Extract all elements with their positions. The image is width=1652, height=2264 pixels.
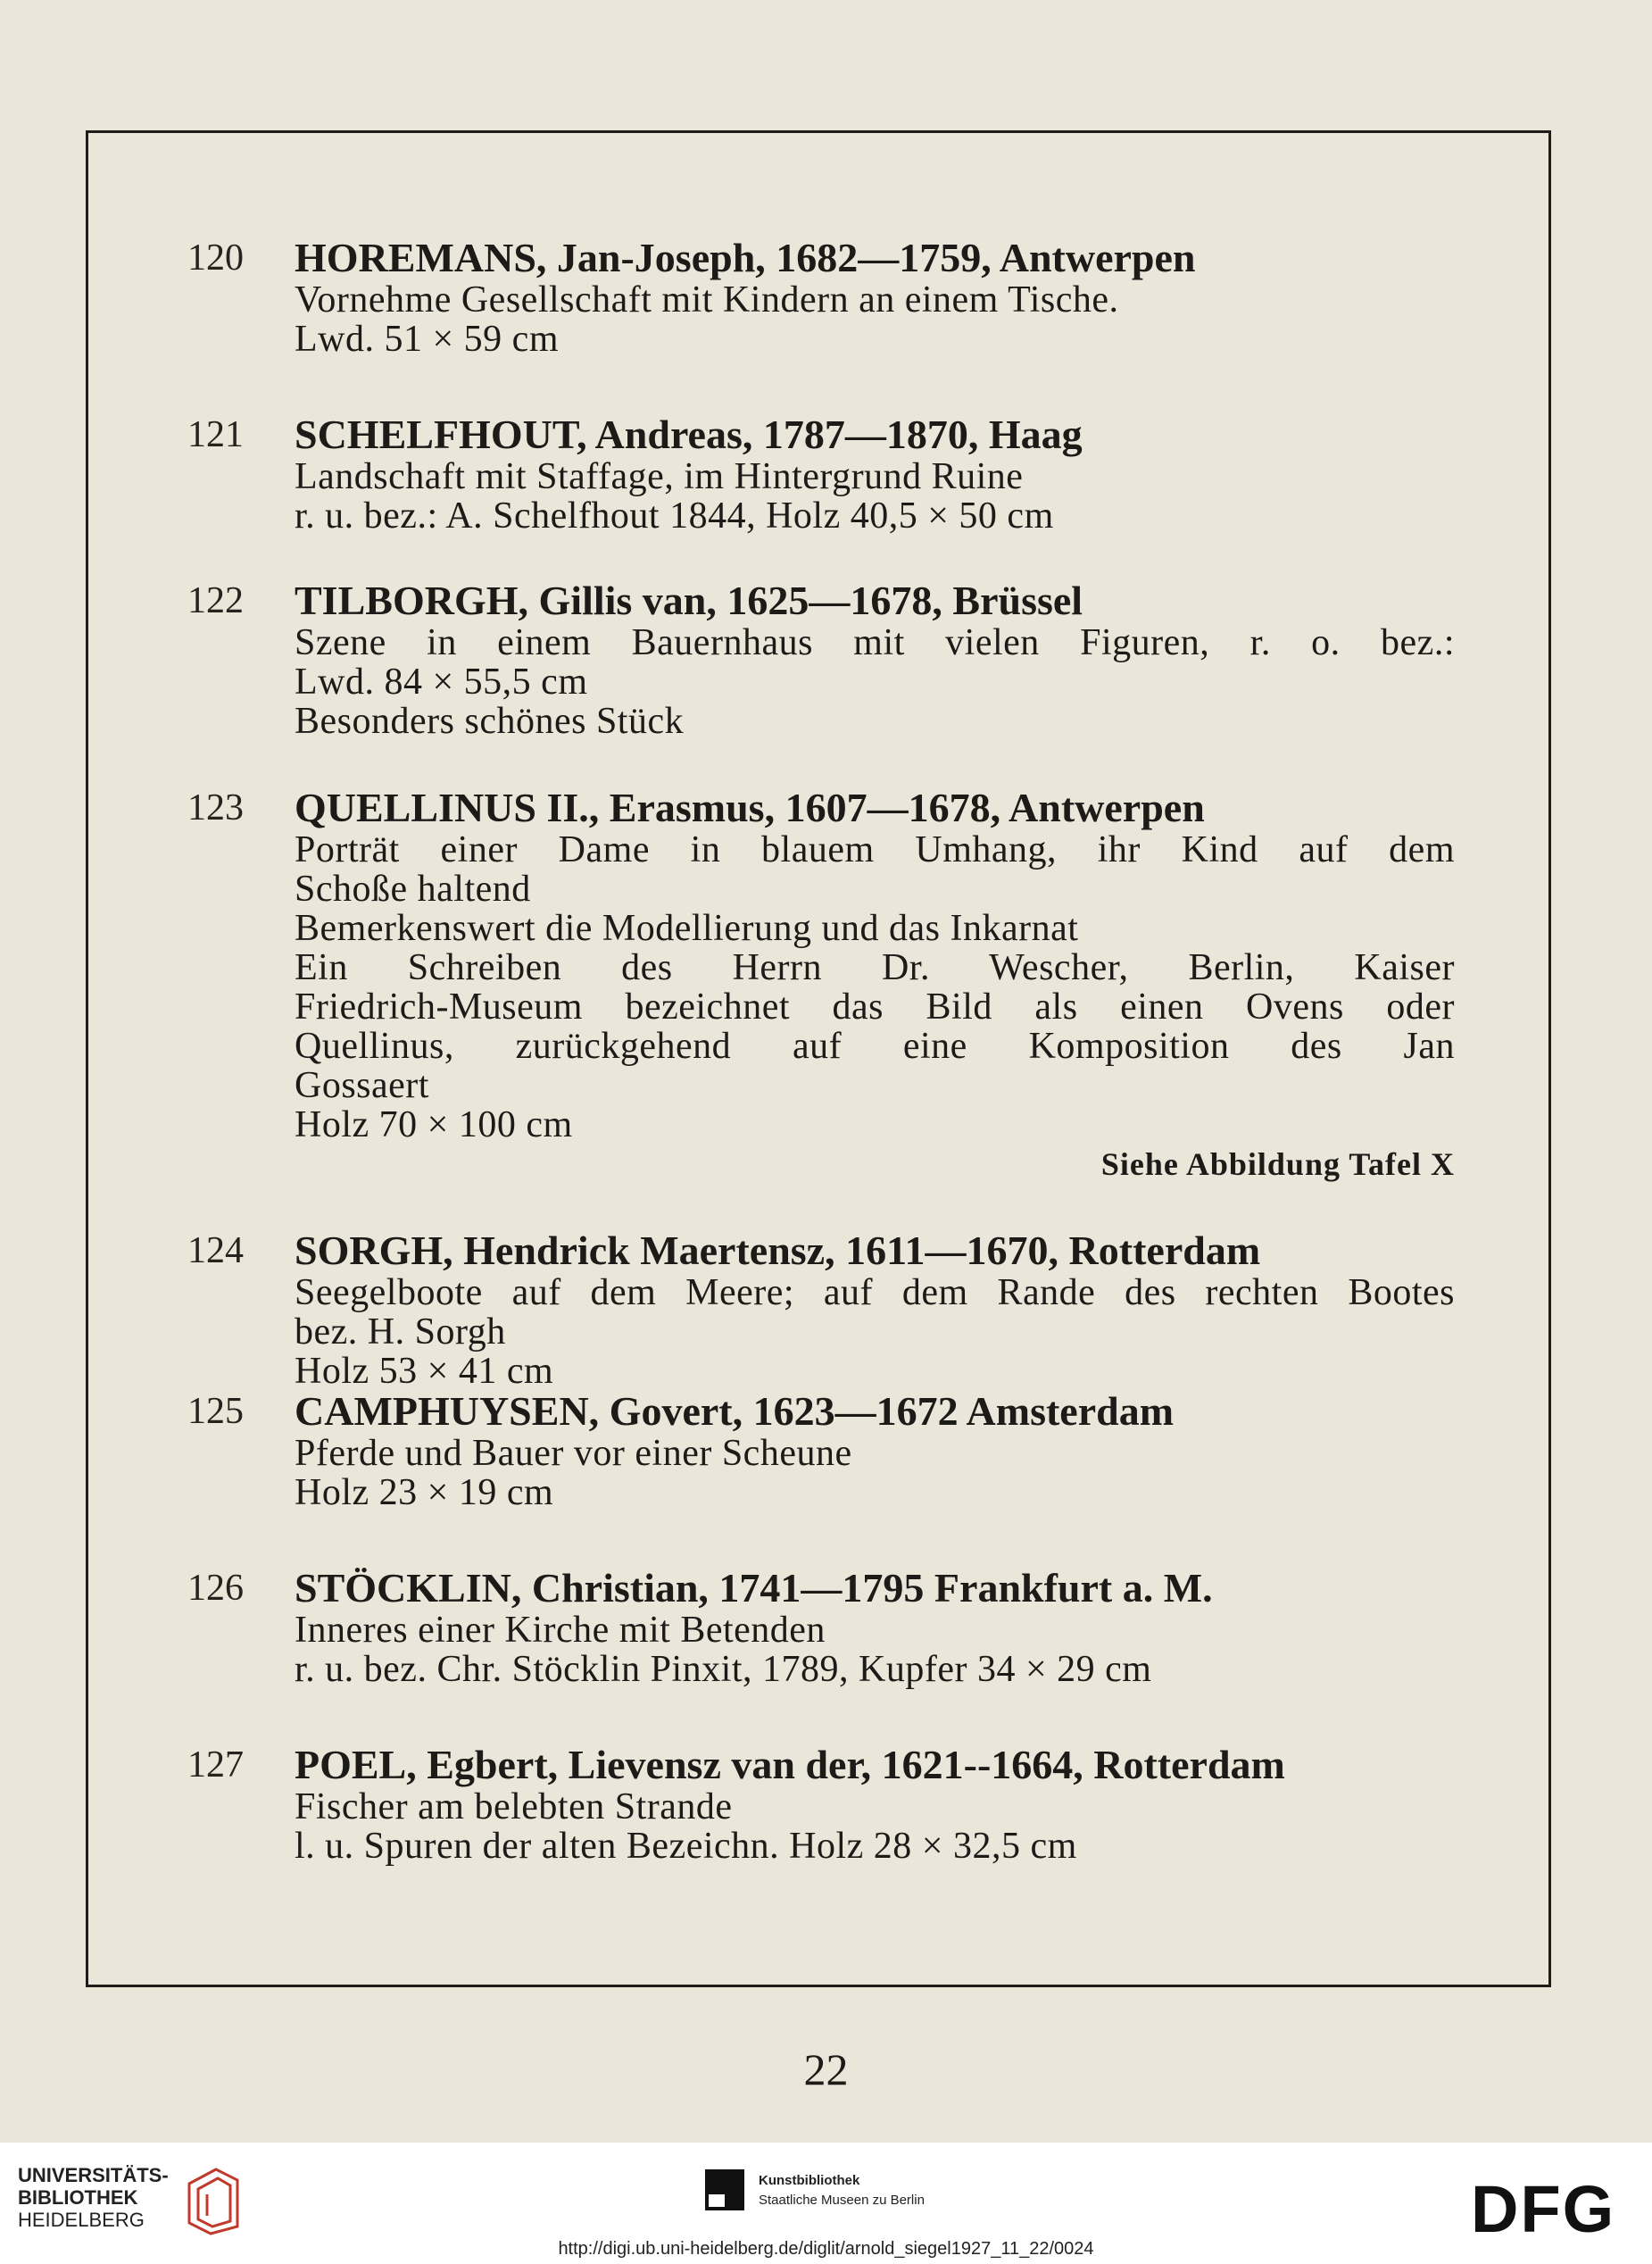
entry-title: QUELLINUS II., Erasmus, 1607—1678, Antwerpen <box>295 785 1205 830</box>
entry-line: Porträt einer Dame in blauem Umhang, ihr Kind auf dem <box>295 829 1455 870</box>
entry-line: r. u. bez.: A. Schelfhout 1844, Holz 40,5 × 50 cm <box>295 495 1054 537</box>
entry-title: CAMPHUYSEN, Govert, 1623—1672 Amsterdam <box>295 1388 1175 1434</box>
entry-line: Fischer am belebten Strande <box>295 1786 733 1827</box>
entry-line: Seegelboote auf dem Meere; auf dem Rande des rechten Bootes <box>295 1272 1455 1313</box>
permalink-url[interactable]: http://digi.ub.uni-heidelberg.de/diglit/arnold_siegel1927_11_22/0024 <box>558 2239 1094 2259</box>
ub-mark-icon <box>182 2164 245 2235</box>
entry-line: Bemerkenswert die Modellierung und das Inkarnat <box>295 908 1079 949</box>
ub-line-2: BIBLIOTHEK <box>18 2186 138 2209</box>
entry-number: 122 <box>187 580 244 621</box>
entry-line: Lwd. 51 × 59 cm <box>295 319 559 360</box>
entry-line: Pferde und Bauer vor einer Scheune <box>295 1433 852 1474</box>
entry-number: 126 <box>187 1568 244 1609</box>
entry-number: 123 <box>187 787 244 828</box>
entry-line: r. u. bez. Chr. Stöcklin Pinxit, 1789, Kupfer 34 × 29 cm <box>295 1649 1152 1690</box>
entry-line: Quellinus, zurückgehend auf eine Komposition des Jan <box>295 1026 1455 1067</box>
entry-line: Friedrich-Museum bezeichnet das Bild als einen Ovens oder <box>295 986 1455 1028</box>
entry-line: Holz 53 × 41 cm <box>295 1351 554 1392</box>
entry-number: 124 <box>187 1230 244 1271</box>
entry-title: SCHELFHOUT, Andreas, 1787—1870, Haag <box>295 412 1083 457</box>
entry-title: SORGH, Hendrick Maertensz, 1611—1670, Rotterdam <box>295 1228 1261 1273</box>
entry-line: Besonders schönes Stück <box>295 701 685 742</box>
entry-line: Schoße haltend <box>295 869 531 910</box>
page-number: 22 <box>803 2044 849 2094</box>
digitization-footer <box>0 2143 1652 2264</box>
entry-line: Vornehme Gesellschaft mit Kindern an einem Tische. <box>295 279 1119 320</box>
kb-line-2: Staatliche Museen zu Berlin <box>759 2193 925 2208</box>
dfg-logo[interactable]: DFG <box>1471 2172 1616 2246</box>
ub-line-1: UNIVERSITÄTS- <box>18 2164 169 2186</box>
entry-title: POEL, Egbert, Lievensz van der, 1621--1664, Rotterdam <box>295 1742 1285 1787</box>
entry-line: Lwd. 84 × 55,5 cm <box>295 662 588 703</box>
ub-heidelberg-logo[interactable] <box>18 2164 169 2231</box>
entry-line: Holz 70 × 100 cm <box>295 1104 573 1145</box>
entry-line: Landschaft mit Staffage, im Hintergrund Ruine <box>295 456 1024 497</box>
entry-line: Ein Schreiben des Herrn Dr. Wescher, Berlin, Kaiser <box>295 947 1455 988</box>
entry-title: HOREMANS, Jan-Joseph, 1682—1759, Antwerpen <box>295 235 1196 280</box>
kb-line-1: Kunstbibliothek <box>759 2173 860 2188</box>
entry-line: Szene in einem Bauernhaus mit vielen Figuren, r. o. bez.: <box>295 622 1455 663</box>
entry-line: l. u. Spuren der alten Bezeichn. Holz 28 × 32,5 cm <box>295 1826 1077 1867</box>
kunstbibliothek-icon <box>705 2169 744 2210</box>
entry-number: 120 <box>187 237 244 279</box>
kunstbibliothek-text <box>759 2171 1044 2210</box>
kunstbibliothek-logo[interactable] <box>705 2169 925 2214</box>
entry-title: STÖCKLIN, Christian, 1741—1795 Frankfurt a. M. <box>295 1565 1213 1611</box>
plate-reference: Siehe Abbildung Tafel X <box>1100 1146 1455 1182</box>
entry-title: TILBORGH, Gillis van, 1625—1678, Brüssel <box>295 578 1083 623</box>
entry-number: 127 <box>187 1744 244 1785</box>
entry-number: 125 <box>187 1391 244 1432</box>
entry-line: bez. H. Sorgh <box>295 1311 506 1353</box>
entry-line: Inneres einer Kirche mit Betenden <box>295 1610 826 1651</box>
entry-line: Holz 23 × 19 cm <box>295 1472 554 1513</box>
ub-line-3: HEIDELBERG <box>18 2209 145 2231</box>
entry-number: 121 <box>187 414 244 455</box>
entry-line: Gossaert <box>295 1065 429 1106</box>
ub-logo-text <box>18 2164 169 2231</box>
